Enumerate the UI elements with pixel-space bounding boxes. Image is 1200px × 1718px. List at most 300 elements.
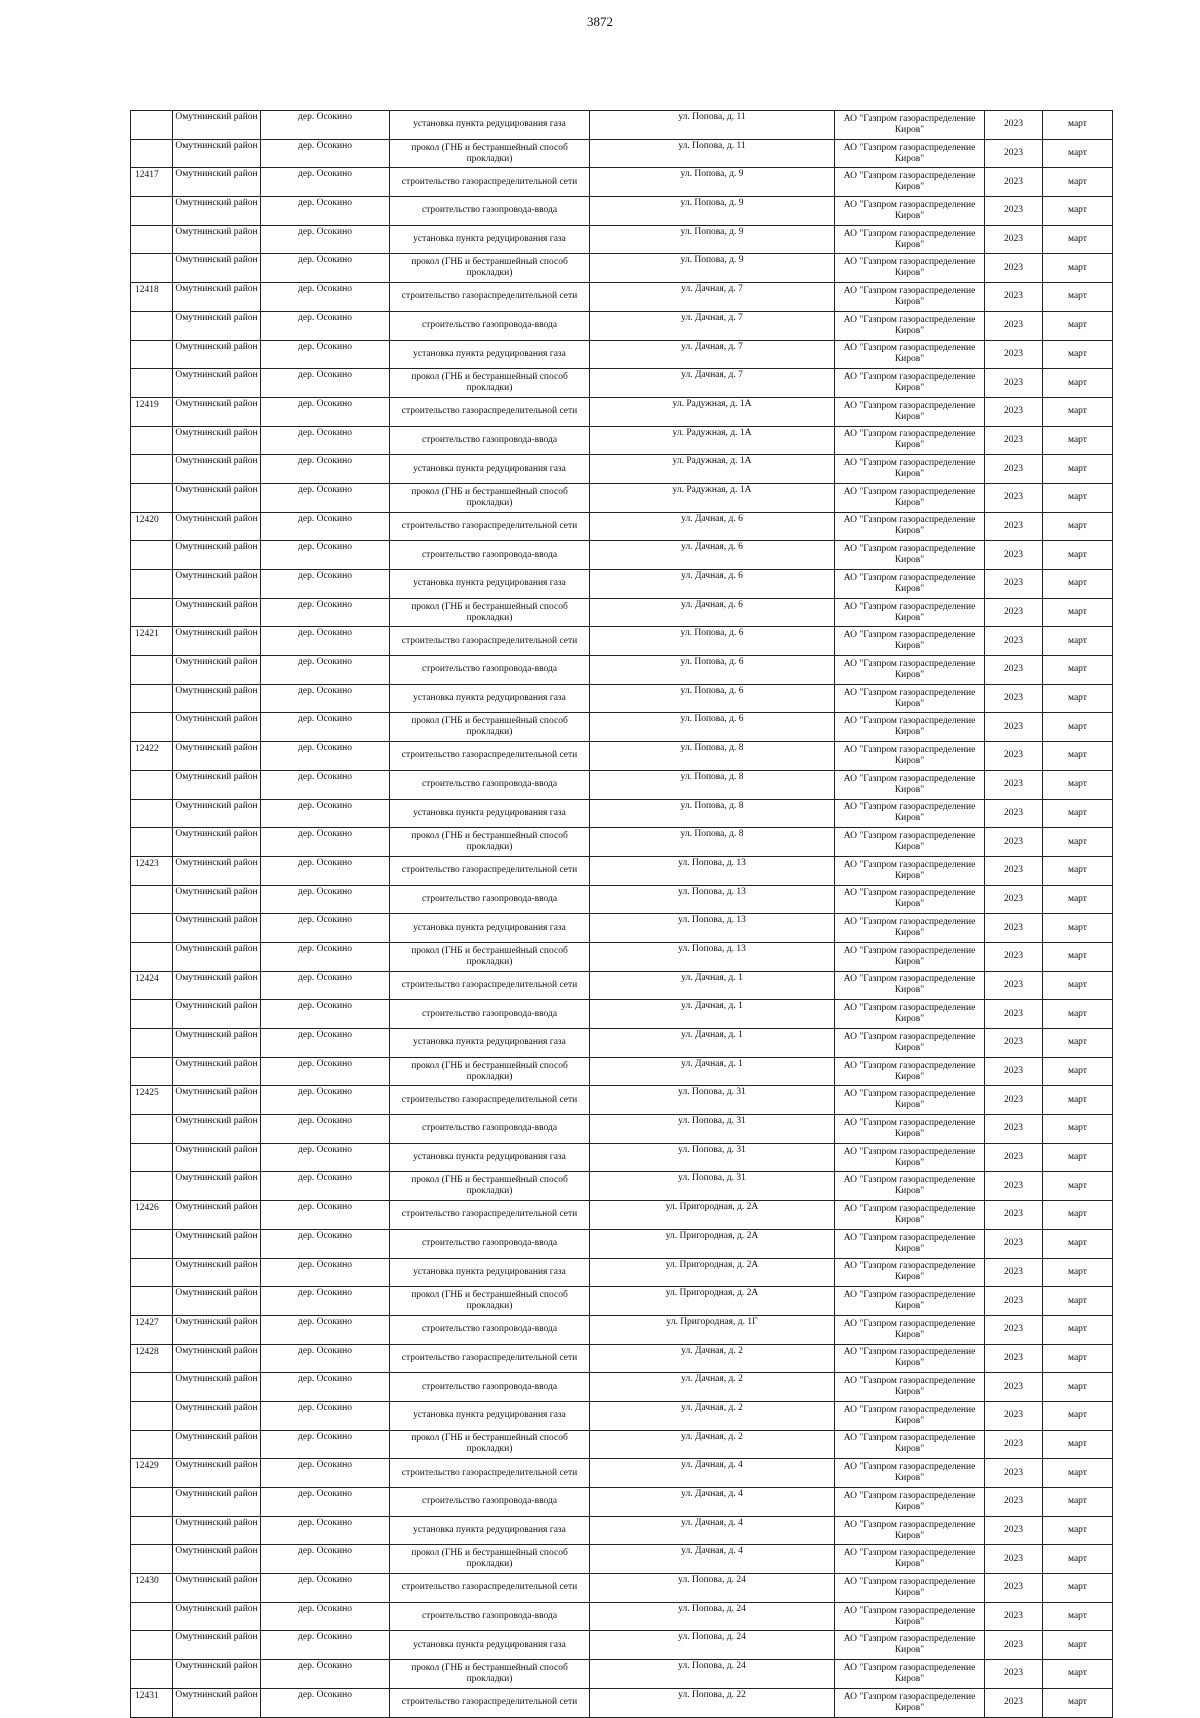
year-cell-text: 2023 <box>1004 693 1023 704</box>
work-type-cell <box>390 914 590 943</box>
year-cell <box>985 1574 1043 1603</box>
address-cell-text: ул. Дачная, д. 2 <box>681 1431 743 1442</box>
district-cell <box>173 397 261 426</box>
address-cell-text: ул. Попова, д. 8 <box>680 829 744 840</box>
place-cell <box>261 139 390 168</box>
organization-cell <box>835 1086 985 1115</box>
place-cell-text: дер. Осокино <box>298 714 352 725</box>
row-number <box>131 885 173 914</box>
month-cell <box>1043 1401 1113 1430</box>
place-cell <box>261 1545 390 1574</box>
year-cell-text: 2023 <box>1004 1209 1023 1220</box>
work-type-cell <box>390 1631 590 1660</box>
place-cell <box>261 828 390 857</box>
month-cell <box>1043 369 1113 398</box>
organization-cell <box>835 1459 985 1488</box>
table-row <box>131 1115 1113 1144</box>
year-cell-text: 2023 <box>1004 234 1023 245</box>
organization-cell <box>835 1545 985 1574</box>
district-cell-text: Омутнинский район <box>175 1173 258 1184</box>
year-cell <box>985 254 1043 283</box>
work-type-cell <box>390 856 590 885</box>
address-cell <box>590 656 835 685</box>
year-cell <box>985 856 1043 885</box>
row-number <box>131 168 173 197</box>
row-number-text: 12420 <box>135 514 159 525</box>
year-cell-text: 2023 <box>1004 750 1023 761</box>
work-type-cell <box>390 1602 590 1631</box>
work-type-cell <box>390 1201 590 1230</box>
year-cell <box>985 1401 1043 1430</box>
work-type-cell-text: установка пункта редуцирования газа <box>413 1266 566 1277</box>
year-cell-text: 2023 <box>1004 1668 1023 1679</box>
organization-cell-text: АО "Газпром газораспределение Киров" <box>843 1318 976 1340</box>
work-type-cell <box>390 512 590 541</box>
work-type-cell <box>390 1172 590 1201</box>
organization-cell <box>835 1143 985 1172</box>
month-cell <box>1043 1545 1113 1574</box>
organization-cell <box>835 885 985 914</box>
district-cell-text: Омутнинский район <box>175 1460 258 1471</box>
organization-cell <box>835 455 985 484</box>
place-cell-text: дер. Осокино <box>298 284 352 295</box>
year-cell <box>985 1516 1043 1545</box>
district-cell-text: Омутнинский район <box>175 513 258 524</box>
month-cell-text: март <box>1068 1668 1087 1679</box>
work-type-cell-text: прокол (ГНБ и бестраншейный способ прокладки) <box>411 1060 568 1082</box>
organization-cell-text: АО "Газпром газораспределение Киров" <box>843 1519 976 1541</box>
year-cell <box>985 397 1043 426</box>
organization-cell-text: АО "Газпром газораспределение Киров" <box>843 285 976 307</box>
table-row <box>131 254 1113 283</box>
table-row <box>131 1688 1113 1717</box>
address-cell-text: ул. Попова, д. 13 <box>678 886 746 897</box>
district-cell <box>173 598 261 627</box>
organization-cell-text: АО "Газпром газораспределение Киров" <box>843 1605 976 1627</box>
address-cell <box>590 1602 835 1631</box>
month-cell <box>1043 1660 1113 1689</box>
year-cell-text: 2023 <box>1004 1066 1023 1077</box>
place-cell <box>261 1000 390 1029</box>
work-type-cell <box>390 426 590 455</box>
month-cell-text: март <box>1068 1123 1087 1134</box>
organization-cell <box>835 541 985 570</box>
organization-cell <box>835 111 985 140</box>
row-number <box>131 1201 173 1230</box>
address-cell <box>590 1401 835 1430</box>
work-type-cell <box>390 570 590 599</box>
address-cell <box>590 1373 835 1402</box>
place-cell-text: дер. Осокино <box>298 1575 352 1586</box>
row-number-text: 12417 <box>135 170 159 181</box>
row-number <box>131 1545 173 1574</box>
month-cell <box>1043 1631 1113 1660</box>
place-cell-text: дер. Осокино <box>298 972 352 983</box>
year-cell <box>985 1545 1043 1574</box>
month-cell <box>1043 1344 1113 1373</box>
table-row <box>131 139 1113 168</box>
district-cell-text: Омутнинский район <box>175 169 258 180</box>
table-row <box>131 1373 1113 1402</box>
place-cell-text: дер. Осокино <box>298 571 352 581</box>
row-number <box>131 311 173 340</box>
district-cell-text: Омутнинский район <box>175 112 258 122</box>
work-type-cell <box>390 1000 590 1029</box>
work-type-cell <box>390 1660 590 1689</box>
month-cell-text: март <box>1068 922 1087 933</box>
year-cell <box>985 311 1043 340</box>
address-cell <box>590 1287 835 1316</box>
place-cell <box>261 1029 390 1058</box>
district-cell-text: Омутнинский район <box>175 1517 258 1528</box>
month-cell <box>1043 828 1113 857</box>
work-type-cell <box>390 254 590 283</box>
district-cell <box>173 914 261 943</box>
organization-cell <box>835 283 985 312</box>
district-cell-text: Омутнинский район <box>175 857 258 868</box>
address-cell <box>590 627 835 656</box>
address-cell-text: ул. Попова, д. 24 <box>678 1632 746 1643</box>
row-number-text: 12421 <box>135 629 159 640</box>
month-cell <box>1043 856 1113 885</box>
place-cell-text: дер. Осокино <box>298 513 352 524</box>
table-row <box>131 656 1113 685</box>
district-cell-text: Омутнинский район <box>175 1603 258 1614</box>
month-cell-text: март <box>1068 979 1087 990</box>
table-row <box>131 369 1113 398</box>
table-row <box>131 598 1113 627</box>
month-cell-text: март <box>1068 1238 1087 1249</box>
district-cell-text: Омутнинский район <box>175 1030 258 1040</box>
row-number <box>131 1057 173 1086</box>
organization-cell-text: АО "Газпром газораспределение Киров" <box>843 515 976 537</box>
row-number-text: 12418 <box>135 285 159 296</box>
place-cell-text: дер. Осокино <box>298 599 352 610</box>
place-cell <box>261 541 390 570</box>
address-cell-text: ул. Дачная, д. 2 <box>681 1402 743 1413</box>
organization-cell <box>835 1000 985 1029</box>
organization-cell-text: АО "Газпром газораспределение Киров" <box>843 1175 976 1197</box>
district-cell-text: Омутнинский район <box>175 829 258 840</box>
place-cell-text: дер. Осокино <box>298 1087 352 1098</box>
organization-cell-text: АО "Газпром газораспределение Киров" <box>843 486 976 508</box>
work-type-cell <box>390 1115 590 1144</box>
month-cell <box>1043 283 1113 312</box>
place-cell-text: дер. Осокино <box>298 226 352 237</box>
district-cell-text: Омутнинский район <box>175 284 258 295</box>
district-cell-text: Омутнинский район <box>175 915 258 926</box>
address-cell <box>590 197 835 226</box>
row-number <box>131 1602 173 1631</box>
organization-cell <box>835 770 985 799</box>
district-cell <box>173 254 261 283</box>
organization-cell-text: АО "Газпром газораспределение Киров" <box>843 831 976 853</box>
table-row <box>131 455 1113 484</box>
place-cell-text: дер. Осокино <box>298 1689 352 1700</box>
row-number <box>131 856 173 885</box>
district-cell <box>173 1344 261 1373</box>
row-number <box>131 1688 173 1717</box>
organization-cell <box>835 942 985 971</box>
district-cell-text: Омутнинский район <box>175 657 258 668</box>
table-row <box>131 1488 1113 1517</box>
row-number <box>131 1229 173 1258</box>
organization-cell-text: АО "Газпром газораспределение Киров" <box>843 945 976 967</box>
address-cell <box>590 541 835 570</box>
work-type-cell-text: прокол (ГНБ и бестраншейный способ прокладки) <box>411 1662 568 1684</box>
place-cell <box>261 1373 390 1402</box>
work-type-cell-text: строительство газопровода-ввода <box>421 1611 558 1622</box>
month-cell-text: март <box>1068 1266 1087 1277</box>
place-cell-text: дер. Осокино <box>298 1489 352 1499</box>
row-number <box>131 283 173 312</box>
table-row <box>131 225 1113 254</box>
address-cell-text: ул. Дачная, д. 4 <box>681 1489 743 1499</box>
place-cell <box>261 197 390 226</box>
address-cell <box>590 828 835 857</box>
row-number <box>131 684 173 713</box>
organization-cell-text: АО "Газпром газораспределение Киров" <box>843 544 976 566</box>
year-cell-text: 2023 <box>1004 1152 1023 1163</box>
row-number <box>131 1287 173 1316</box>
year-cell <box>985 111 1043 140</box>
place-cell <box>261 225 390 254</box>
row-number <box>131 713 173 742</box>
place-cell <box>261 1287 390 1316</box>
district-cell <box>173 1631 261 1660</box>
district-cell-text: Омутнинский район <box>175 1316 258 1327</box>
address-cell <box>590 254 835 283</box>
work-type-cell-text: строительство газораспределительной сети <box>401 979 578 990</box>
district-cell <box>173 1688 261 1717</box>
place-cell-text: дер. Осокино <box>298 1402 352 1413</box>
address-cell-text: ул. Пригородная, д. 2А <box>665 1230 759 1241</box>
address-cell <box>590 1516 835 1545</box>
address-cell-text: ул. Дачная, д. 1 <box>681 1058 743 1069</box>
work-type-cell <box>390 1545 590 1574</box>
year-cell-text: 2023 <box>1004 492 1023 503</box>
year-cell-text: 2023 <box>1004 1180 1023 1191</box>
address-cell <box>590 1201 835 1230</box>
year-cell <box>985 1459 1043 1488</box>
organization-cell <box>835 971 985 1000</box>
address-cell-text: ул. Дачная, д. 2 <box>681 1374 743 1385</box>
row-number <box>131 656 173 685</box>
place-cell-text: дер. Осокино <box>298 829 352 840</box>
organization-cell <box>835 856 985 885</box>
work-type-cell-text: установка пункта редуцирования газа <box>413 693 566 704</box>
organization-cell-text: АО "Газпром газораспределение Киров" <box>843 917 976 939</box>
work-type-cell-text: строительство газораспределительной сети <box>401 865 578 876</box>
place-cell <box>261 713 390 742</box>
district-cell-text: Омутнинский район <box>175 312 258 323</box>
work-type-cell <box>390 1287 590 1316</box>
address-cell-text: ул. Дачная, д. 6 <box>681 513 743 524</box>
table-row <box>131 483 1113 512</box>
month-cell-text: март <box>1068 578 1087 589</box>
month-cell <box>1043 1516 1113 1545</box>
table-row <box>131 1430 1113 1459</box>
table-row <box>131 770 1113 799</box>
organization-cell <box>835 1516 985 1545</box>
work-type-cell <box>390 684 590 713</box>
organization-cell-text: АО "Газпром газораспределение Киров" <box>843 1634 976 1656</box>
year-cell-text: 2023 <box>1004 664 1023 675</box>
district-cell <box>173 1201 261 1230</box>
district-cell-text: Омутнинский район <box>175 1661 258 1672</box>
organization-cell <box>835 1631 985 1660</box>
row-number <box>131 139 173 168</box>
year-cell-text: 2023 <box>1004 635 1023 646</box>
row-number <box>131 1000 173 1029</box>
organization-cell-text: АО "Газпром газораспределение Киров" <box>843 716 976 738</box>
year-cell-text: 2023 <box>1004 865 1023 876</box>
month-cell <box>1043 111 1113 140</box>
year-cell-text: 2023 <box>1004 1238 1023 1249</box>
year-cell <box>985 483 1043 512</box>
month-cell-text: март <box>1068 205 1087 216</box>
month-cell-text: март <box>1068 693 1087 704</box>
organization-cell-text: АО "Газпром газораспределение Киров" <box>843 1691 976 1713</box>
address-cell-text: ул. Попова, д. 6 <box>680 657 744 668</box>
place-cell <box>261 369 390 398</box>
year-cell <box>985 770 1043 799</box>
address-cell-text: ул. Попова, д. 8 <box>680 771 744 782</box>
address-cell <box>590 397 835 426</box>
district-cell <box>173 799 261 828</box>
organization-cell <box>835 598 985 627</box>
row-number <box>131 1315 173 1344</box>
month-cell <box>1043 1459 1113 1488</box>
year-cell <box>985 139 1043 168</box>
district-cell-text: Омутнинский район <box>175 456 258 467</box>
month-cell-text: март <box>1068 492 1087 503</box>
work-type-cell-text: установка пункта редуцирования газа <box>413 119 566 130</box>
place-cell <box>261 340 390 369</box>
row-number <box>131 225 173 254</box>
place-cell <box>261 684 390 713</box>
work-type-cell <box>390 1688 590 1717</box>
table-row <box>131 1143 1113 1172</box>
district-cell-text: Омутнинский район <box>175 1374 258 1385</box>
address-cell <box>590 111 835 140</box>
row-number-text: 12428 <box>135 1346 159 1357</box>
place-cell <box>261 598 390 627</box>
district-cell <box>173 856 261 885</box>
address-cell <box>590 1115 835 1144</box>
month-cell-text: март <box>1068 1467 1087 1478</box>
table-row <box>131 1000 1113 1029</box>
year-cell-text: 2023 <box>1004 1639 1023 1650</box>
address-cell <box>590 512 835 541</box>
place-cell-text: дер. Осокино <box>298 1632 352 1643</box>
district-cell <box>173 1115 261 1144</box>
work-type-cell <box>390 483 590 512</box>
work-type-cell <box>390 340 590 369</box>
address-cell-text: ул. Попова, д. 22 <box>678 1689 746 1700</box>
organization-cell <box>835 397 985 426</box>
address-cell-text: ул. Попова, д. 9 <box>680 198 744 209</box>
year-cell-text: 2023 <box>1004 320 1023 331</box>
place-cell <box>261 483 390 512</box>
year-cell-text: 2023 <box>1004 348 1023 359</box>
organization-cell <box>835 1688 985 1717</box>
year-cell <box>985 570 1043 599</box>
place-cell <box>261 1401 390 1430</box>
work-type-cell-text: строительство газопровода-ввода <box>421 1324 558 1335</box>
month-cell-text: март <box>1068 1496 1087 1507</box>
organization-cell <box>835 1229 985 1258</box>
year-cell <box>985 1315 1043 1344</box>
district-cell <box>173 1574 261 1603</box>
address-cell <box>590 1029 835 1058</box>
work-type-cell-text: прокол (ГНБ и бестраншейный способ прокладки) <box>411 1548 568 1570</box>
organization-cell-text: АО "Газпром газораспределение Киров" <box>843 199 976 221</box>
month-cell <box>1043 1029 1113 1058</box>
month-cell-text: март <box>1068 320 1087 331</box>
year-cell <box>985 1660 1043 1689</box>
month-cell-text: март <box>1068 836 1087 847</box>
year-cell-text: 2023 <box>1004 520 1023 531</box>
place-cell <box>261 1086 390 1115</box>
table-row <box>131 1344 1113 1373</box>
district-cell <box>173 283 261 312</box>
organization-cell <box>835 1602 985 1631</box>
page-number: 3872 <box>587 14 613 29</box>
year-cell <box>985 885 1043 914</box>
month-cell <box>1043 340 1113 369</box>
year-cell-text: 2023 <box>1004 119 1023 130</box>
month-cell-text: март <box>1068 119 1087 130</box>
address-cell <box>590 1172 835 1201</box>
place-cell <box>261 1201 390 1230</box>
row-number <box>131 627 173 656</box>
address-cell <box>590 483 835 512</box>
place-cell <box>261 1430 390 1459</box>
district-cell <box>173 311 261 340</box>
month-cell-text: март <box>1068 1094 1087 1105</box>
table-row <box>131 1229 1113 1258</box>
district-cell <box>173 713 261 742</box>
table-row <box>131 914 1113 943</box>
table-row <box>131 1660 1113 1689</box>
district-cell-text: Омутнинский район <box>175 1489 258 1499</box>
address-cell-text: ул. Пригородная, д. 2А <box>665 1259 759 1270</box>
organization-cell <box>835 1373 985 1402</box>
organization-cell <box>835 340 985 369</box>
district-cell <box>173 971 261 1000</box>
organization-cell <box>835 369 985 398</box>
year-cell <box>985 1172 1043 1201</box>
month-cell <box>1043 914 1113 943</box>
place-cell <box>261 1315 390 1344</box>
place-cell <box>261 455 390 484</box>
work-type-cell <box>390 541 590 570</box>
address-cell <box>590 1660 835 1689</box>
year-cell <box>985 1344 1043 1373</box>
row-number <box>131 1631 173 1660</box>
month-cell <box>1043 426 1113 455</box>
organization-cell <box>835 799 985 828</box>
district-cell <box>173 1229 261 1258</box>
organization-cell <box>835 197 985 226</box>
address-cell-text: ул. Попова, д. 8 <box>680 800 744 811</box>
month-cell <box>1043 971 1113 1000</box>
row-number-text: 12429 <box>135 1461 159 1472</box>
address-cell <box>590 1631 835 1660</box>
table-row <box>131 340 1113 369</box>
address-cell-text: ул. Пригородная, д. 2А <box>665 1288 759 1299</box>
